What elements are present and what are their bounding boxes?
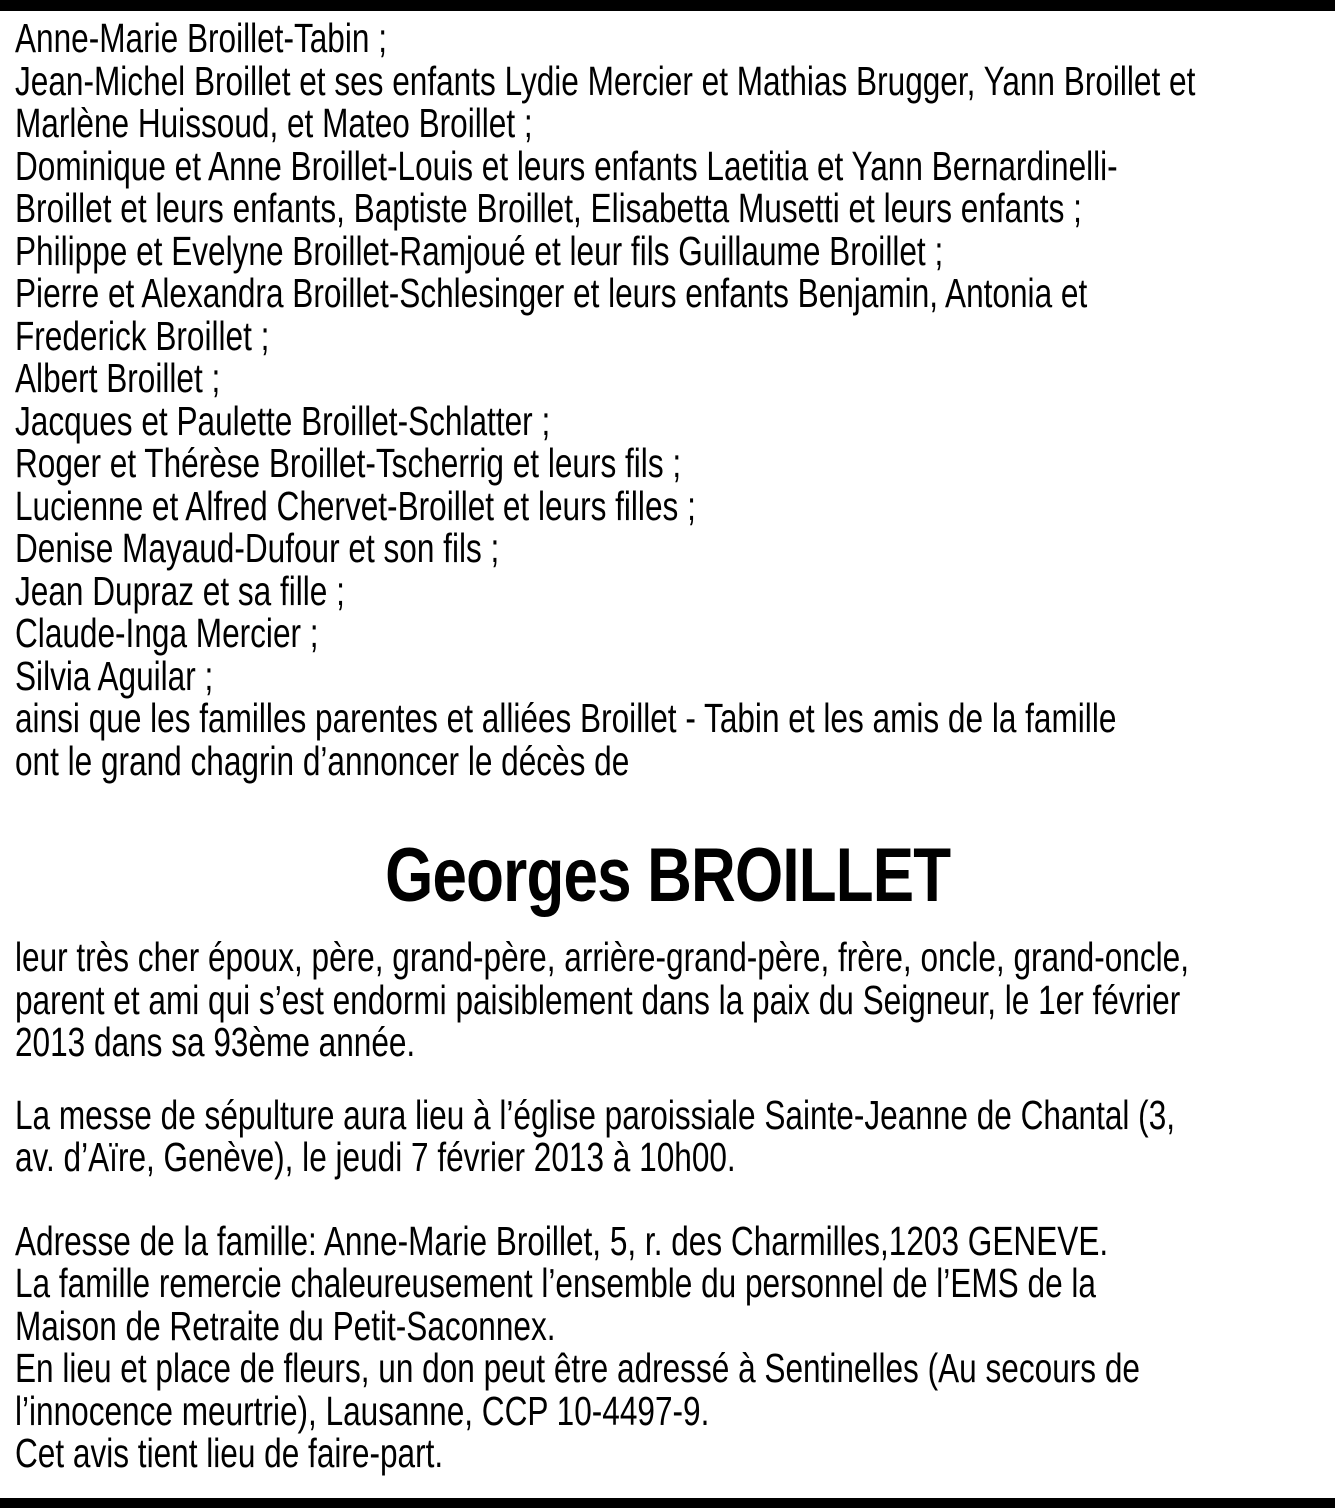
bottom-border-bar (0, 1498, 1335, 1508)
death-paragraph-line: leur très cher époux, père, grand-père, arrière-grand-père, frère, oncle, grand-oncle, (15, 934, 1189, 980)
family-line: Dominique et Anne Broillet-Louis et leurs enfants Laetitia et Yann Bernardinelli- (15, 142, 1118, 189)
family-list (15, 11, 1335, 782)
address-paragraph-line: Cet avis tient lieu de faire-part. (15, 1430, 444, 1476)
family-line: Marlène Huissoud, et Mateo Broillet ; (15, 100, 533, 146)
family-line: ainsi que les familles parentes et alliées Broillet - Tabin et les amis de la famille (15, 695, 1117, 741)
family-line: Frederick Broillet ; (15, 312, 270, 359)
deceased-name-title (15, 833, 1320, 918)
family-line: ont le grand chagrin d’annoncer le décès de (15, 737, 630, 784)
family-line: Denise Mayaud-Dufour et son fils ; (15, 525, 500, 571)
address-paragraph-line: l’innocence meurtrie), Lausanne, CCP 10-4497-9. (15, 1387, 710, 1434)
family-line: Silvia Aguilar ; (15, 652, 214, 699)
funeral-paragraph (15, 1091, 1335, 1180)
funeral-paragraph-line: La messe de sépulture aura lieu à l’église paroissiale Sainte-Jeanne de Chantal (3, (15, 1091, 1176, 1138)
deceased-name-text: Georges BROILLET (384, 833, 951, 918)
address-paragraph-line: En lieu et place de fleurs, un don peut être adressé à Sentinelles (Au secours de (15, 1345, 1140, 1391)
family-line: Philippe et Evelyne Broillet-Ramjoué et leur fils Guillaume Broillet ; (15, 227, 944, 274)
address-paragraph-line: La famille remercie chaleureusement l’ensemble du personnel de l’EMS de la (15, 1260, 1096, 1306)
family-line: Pierre et Alexandra Broillet-Schlesinger et leurs enfants Benjamin, Antonia et (15, 270, 1088, 316)
family-line: Roger et Thérèse Broillet-Tscherrig et leurs fils ; (15, 440, 682, 486)
top-border-bar (0, 0, 1335, 11)
obituary-content (15, 11, 1335, 1475)
family-line: Claude-Inga Mercier ; (15, 610, 319, 656)
address-paragraph-line: Maison de Retraite du Petit-Saconnex. (15, 1302, 556, 1349)
family-line: Jean-Michel Broillet et ses enfants Lydie Mercier et Mathias Brugger, Yann Broillet et (15, 57, 1196, 104)
funeral-paragraph-line: av. d’Aïre, Genève), le jeudi 7 février 2013 à 10h00. (15, 1134, 736, 1180)
death-paragraph-line: 2013 dans sa 93ème année. (15, 1019, 416, 1065)
address-paragraph-line: Adresse de la famille: Anne-Marie Broillet, 5, r. des Charmilles,1203 GENEVE. (15, 1217, 1109, 1264)
death-paragraph (15, 936, 1335, 1064)
family-line: Broillet et leurs enfants, Baptiste Broillet, Elisabetta Musetti et leurs enfants ; (15, 185, 1082, 231)
family-line: Anne-Marie Broillet-Tabin ; (15, 15, 387, 61)
address-paragraph (15, 1217, 1335, 1476)
family-line: Albert Broillet ; (15, 355, 221, 401)
family-line: Jean Dupraz et sa fille ; (15, 567, 345, 614)
family-line: Jacques et Paulette Broillet-Schlatter ; (15, 397, 551, 444)
family-line: Lucienne et Alfred Chervet-Broillet et leurs filles ; (15, 482, 696, 529)
death-paragraph-line: parent et ami qui s’est endormi paisiblement dans la paix du Seigneur, le 1er février (15, 976, 1181, 1023)
